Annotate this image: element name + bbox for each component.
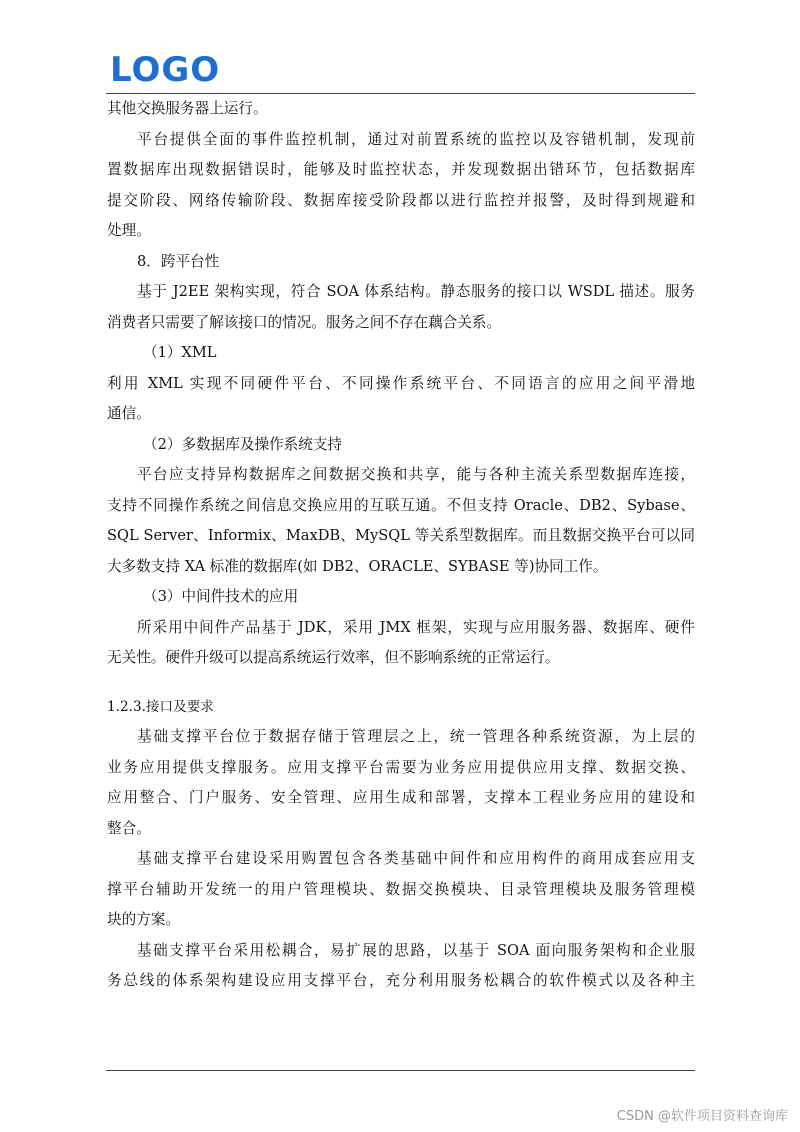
footer-divider: [106, 1070, 695, 1071]
paragraph-line: 基础支撑平台采用松耦合，易扩展的思路，以基于 SOA 面向服务架构和企业服: [137, 941, 695, 959]
paragraph-line: 撑平台辅助开发统一的用户管理模块、数据交换模块、目录管理模块及服务管理模: [107, 880, 695, 898]
watermark: CSDN @软件项目资料查询库: [616, 1109, 788, 1124]
paragraph-line: 基础支撑平台位于数据存储于管理层之上，统一管理各种系统资源，为上层的: [137, 728, 695, 745]
paragraph-line: SQL Server、Informix、MaxDB、MySQL 等关系型数据库。而且数据交换平台可以同: [107, 527, 695, 544]
logo: LOGO: [110, 50, 221, 90]
paragraph-line: 平台提供全面的事件监控机制，通过对前置系统的监控以及容错机制，发现前: [137, 130, 695, 148]
subsection-heading: （3）中间件技术的应用: [143, 588, 299, 605]
chapter-heading: 1.2.3.接口及要求: [107, 698, 214, 715]
paragraph-line: 提交阶段、网络传输阶段、数据库接受阶段都以进行监控并报警，及时得到规避和: [107, 191, 695, 209]
paragraph-line: 大多数支持 XA 标准的数据库(如 DB2、ORACLE、SYBASE 等)协同工作。: [107, 557, 608, 575]
paragraph-line: 平台应支持异构数据库之间数据交换和共享，能与各种主流关系型数据库连接，: [137, 466, 695, 483]
paragraph-line: 务总线的体系架构建设应用支撑平台，充分利用服务松耦合的软件模式以及各种主: [107, 972, 695, 989]
subsection-heading: （2）多数据库及操作系统支持: [143, 435, 343, 453]
paragraph-line: 通信。: [107, 405, 151, 422]
paragraph-line: 处理。: [107, 222, 151, 239]
paragraph-line: 置数据库出现数据错误时，能够及时监控状态，并发现数据出错环节，包括数据库: [107, 161, 695, 178]
document-body: [107, 94, 695, 997]
paragraph-line: 基于 J2EE 架构实现，符合 SOA 体系结构。静态服务的接口以 WSDL 描述。服务: [137, 283, 695, 300]
section-heading: 8．跨平台性: [137, 252, 220, 270]
paragraph-line: 业务应用提供支撑服务。应用支撑平台需要为业务应用提供应用支撑、数据交换、: [107, 758, 695, 776]
paragraph-line: 消费者只需要了解该接口的情况。服务之间不存在藕合关系。: [107, 313, 502, 331]
paragraph-line: 整合。: [107, 819, 151, 837]
paragraph-line: 无关性。硬件升级可以提高系统运行效率，但不影响系统的正常运行。: [107, 649, 560, 666]
section-spacer: [107, 674, 695, 692]
paragraph-line: 基础支撑平台建设采用购置包含各类基础中间件和应用构件的商用成套应用支: [137, 850, 695, 867]
subsection-heading: （1）XML: [143, 344, 217, 361]
paragraph-line: 块的方案。: [107, 911, 180, 928]
paragraph-line: 利用 XML 实现不同硬件平台、不同操作系统平台、不同语言的应用之间平滑地: [107, 374, 695, 392]
paragraph-line: 支持不同操作系统之间信息交换应用的互联互通。不但支持 Oracle、DB2、Sybase、: [107, 496, 695, 514]
paragraph-line: 应用整合、门户服务、安全管理、应用生成和部署，支撑本工程业务应用的建设和: [107, 789, 695, 806]
paragraph-line: 其他交换服务器上运行。: [107, 100, 268, 117]
paragraph-line: 所采用中间件产品基于 JDK，采用 JMX 框架，实现与应用服务器、数据库、硬件: [137, 618, 695, 636]
